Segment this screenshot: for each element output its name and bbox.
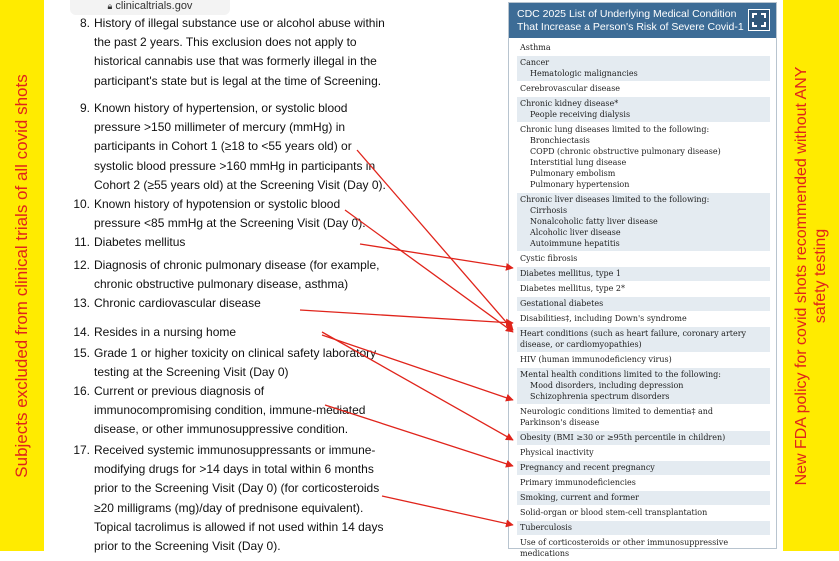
condition-label: HIV (human immunodeficiency virus) [520, 355, 672, 364]
criterion-number: 8. [79, 16, 90, 30]
arrow-cardiovascular [300, 310, 513, 323]
condition-label: Neurologic conditions limited to dementia‡ and [520, 407, 714, 416]
criterion-line: Diabetes mellitus [94, 235, 186, 249]
criterion-line: Known history of hypotension or systolic blood [94, 197, 341, 211]
arrow-corticosteroids [382, 496, 513, 525]
arrow-hypertension [357, 150, 513, 330]
criterion-number: 16. [73, 384, 90, 398]
criterion-line: Resides in a nursing home [94, 325, 237, 339]
condition-subitem: People receiving dialysis [530, 110, 631, 119]
criterion-line: participant's state but is legal at the time of Screening. [94, 73, 382, 88]
criterion-line: historical cannabis use that was formerly illegal in the [94, 54, 377, 69]
criterion-number: 17. [73, 443, 90, 457]
criterion-line: History of illegal substance use or alcohol abuse within [94, 16, 385, 30]
url-text: clinicaltrials.gov [115, 0, 193, 12]
condition-subitem: Autoimmune hepatitis [530, 239, 620, 248]
condition-subitem: Mood disorders, including depression [530, 381, 684, 390]
condition-subitem: Schizophrenia spectrum disorders [530, 392, 670, 401]
condition-subitem: COPD (chronic obstructive pulmonary disease) [530, 147, 721, 156]
condition-label: Cystic fibrosis [520, 254, 578, 263]
criterion-line: Known history of hypertension, or systolic blood [94, 101, 348, 115]
condition-label: Diabetes mellitus, type 2* [520, 284, 625, 293]
condition-label: Tuberculosis [520, 523, 572, 532]
condition-subitem: Cirrhosis [530, 206, 568, 215]
criterion-line: ≥20 milligrams (mg)/day of prednisone equivalent). [94, 500, 364, 515]
arrow-diabetes [360, 244, 513, 268]
criterion-line: chronic obstructive pulmonary disease, asthma) [94, 277, 349, 292]
condition-label: Physical inactivity [520, 448, 594, 457]
criterion-line: Chronic cardiovascular disease [94, 296, 261, 310]
condition-label: Gestational diabetes [520, 299, 604, 308]
criterion-number: 11. [74, 235, 90, 249]
criterion-line: immunocompromising condition, immune-mediated [94, 403, 366, 418]
criterion-number: 14. [73, 325, 90, 339]
panel-title-line1: CDC 2025 List of Underlying Medical Condition [517, 8, 737, 20]
criterion-line: modifying drugs for >14 days in total within 6 months [94, 462, 374, 477]
arrow-nursing-home-b [322, 335, 513, 400]
criterion-line: Topical tacrolimus is allowed if not used within 14 days [94, 519, 384, 534]
criterion-number: 10. [73, 197, 90, 211]
criterion-line: Cohort 2 (≥55 years old) at the Screening Visit (Day 0). [94, 177, 386, 192]
panel-title-line2: That Increase a Person's Risk of Severe Covid-1 [517, 21, 744, 33]
condition-label: Cancer [520, 58, 550, 67]
criterion-line: Diagnosis of chronic pulmonary disease (for example, [94, 258, 380, 272]
criterion-line: pressure >150 millimeter of mercury (mmHg) in [94, 120, 346, 135]
condition-subitem: Alcoholic liver disease [530, 228, 621, 237]
condition-label: Diabetes mellitus, type 1 [520, 269, 621, 278]
condition-label: Pregnancy and recent pregnancy [520, 463, 655, 472]
condition-subitem: Hematologic malignancies [530, 69, 638, 78]
criterion-line: Current or previous diagnosis of [94, 384, 265, 398]
criterion-line: systolic blood pressure >160 mmHg in participants in [94, 158, 376, 173]
arrow-immune [325, 405, 513, 466]
condition-label: Parkinson's disease [520, 418, 600, 427]
condition-label: Mental health conditions limited to the following: [520, 370, 721, 379]
condition-label: Use of corticosteroids or other immunosuppressive [520, 538, 729, 547]
condition-label: Chronic liver diseases limited to the following: [520, 195, 710, 204]
criterion-line: testing at the Screening Visit (Day 0) [94, 365, 289, 380]
arrow-nursing-home-a [322, 332, 513, 440]
criterion-line: participants in Cohort 1 (≥18 to <55 years old) or [94, 139, 352, 154]
condition-label: Chronic kidney disease* [520, 99, 619, 108]
condition-label: Smoking, current and former [520, 493, 639, 502]
criterion-line: disease, or other immunosuppressive condition. [94, 422, 349, 437]
criterion-line: pressure <85 mmHg at the Screening Visit (Day 0). [94, 216, 366, 231]
condition-subitem: Interstitial lung disease [530, 158, 627, 167]
lock-icon: 🔒︎ [107, 1, 113, 11]
criterion-line: Grade 1 or higher toxicity on clinical safety laboratory [94, 346, 377, 360]
left-banner-text: Subjects excluded from clinical trials of all covid shots [12, 73, 31, 478]
condition-label: Asthma [520, 43, 551, 52]
condition-label: medications [520, 549, 570, 558]
condition-label: Solid-organ or blood stem-cell transplantation [520, 508, 708, 517]
condition-label: disease, or cardiomyopathies) [520, 340, 642, 349]
criterion-number: 13. [73, 296, 90, 310]
condition-subitem: Pulmonary embolism [530, 169, 616, 178]
condition-subitem: Bronchiectasis [530, 136, 590, 145]
condition-label: Chronic lung diseases limited to the following: [520, 125, 710, 134]
right-banner-line1: New FDA policy for covid shots recommended without ANY [793, 66, 810, 485]
criterion-line: prior to the Screening Visit (Day 0) (for corticosteroids [94, 481, 380, 496]
condition-label: Cerebrovascular disease [520, 84, 621, 93]
condition-label: Disabilities‡, including Down's syndrome [520, 314, 687, 323]
criterion-line: prior to the Screening Visit (Day 0). [94, 539, 281, 554]
criterion-number: 15. [73, 346, 90, 360]
condition-label: Primary immunodeficiencies [520, 478, 636, 487]
condition-subitem: Nonalcoholic fatty liver disease [530, 217, 658, 226]
condition-label: Obesity (BMI ≥30 or ≥95th percentile in children) [520, 433, 726, 442]
criterion-number: 12. [73, 258, 90, 272]
right-banner-line2: safety testing [812, 228, 829, 323]
condition-label: Heart conditions (such as heart failure, coronary artery [520, 329, 747, 338]
criterion-line: Received systemic immunosuppressants or immune- [94, 443, 376, 457]
condition-subitem: Pulmonary hypertension [530, 180, 630, 189]
criterion-line: the past 2 years. This exclusion does not apply to [94, 35, 357, 50]
criterion-number: 9. [79, 101, 90, 115]
